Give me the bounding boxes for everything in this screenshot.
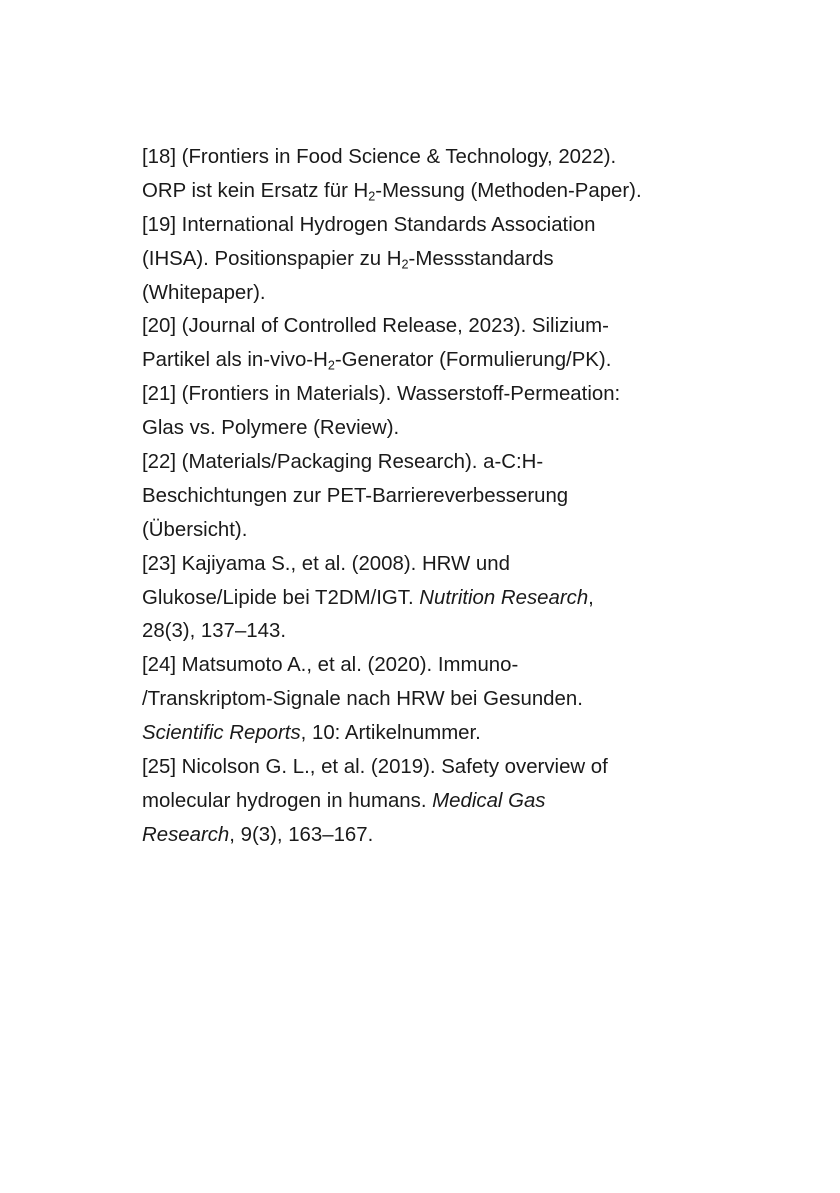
ref-18 <box>142 141 742 209</box>
reference-line <box>142 751 742 785</box>
reference-line <box>142 480 742 514</box>
ref-25 <box>142 751 742 853</box>
reference-text: Glas vs. Polymere (Review). <box>142 417 400 440</box>
subscript: 2 <box>327 358 335 373</box>
reference-text: -Generator (Formulierung/PK). <box>334 349 612 372</box>
reference-text: [22] (Materials/Packaging Research). a-C:H- <box>142 451 544 474</box>
journal-title: Research <box>142 823 230 846</box>
reference-line <box>142 514 742 548</box>
journal-title: Medical Gas <box>432 789 546 812</box>
subscript: 2 <box>368 189 376 204</box>
reference-line <box>142 649 742 683</box>
ref-21 <box>142 378 742 446</box>
reference-line <box>142 378 742 412</box>
reference-line <box>142 277 742 311</box>
reference-text: -Messung (Methoden-Paper). <box>375 179 642 202</box>
reference-line <box>142 548 742 582</box>
reference-text: 28(3), 137–143. <box>142 620 286 643</box>
reference-text: ORP ist kein Ersatz für H <box>142 179 369 202</box>
reference-text: [25] Nicolson G. L., et al. (2019). Safety overview of <box>142 756 608 779</box>
reference-text: Glukose/Lipide bei T2DM/IGT. <box>142 586 420 609</box>
journal-title: Nutrition Research <box>419 586 589 609</box>
reference-text: [20] (Journal of Controlled Release, 2023). Silizium- <box>142 315 609 338</box>
reference-text: /Transkriptom-Signale nach HRW bei Gesunden. <box>142 688 583 711</box>
reference-text: , <box>588 586 594 609</box>
ref-23 <box>142 548 742 650</box>
reference-line <box>142 785 742 819</box>
reference-line <box>142 683 742 717</box>
journal-title: Scientific Reports <box>142 722 301 745</box>
reference-line <box>142 819 742 853</box>
reference-text: -Messstandards <box>408 247 554 270</box>
reference-line <box>142 243 742 277</box>
reference-text: [23] Kajiyama S., et al. (2008). HRW und <box>142 552 510 575</box>
reference-text: (Whitepaper). <box>142 281 266 304</box>
reference-line <box>142 209 742 243</box>
reference-text: , 10: Artikelnummer. <box>300 722 481 745</box>
reference-text: molecular hydrogen in humans. <box>142 789 433 812</box>
reference-text: Beschichtungen zur PET-Barriereverbesserung <box>142 484 569 507</box>
ref-24 <box>142 649 742 751</box>
reference-line <box>142 344 742 378</box>
reference-text: [19] International Hydrogen Standards Association <box>142 213 596 236</box>
reference-text: Partikel als in-vivo-H <box>142 349 328 372</box>
reference-line <box>142 141 742 175</box>
ref-22 <box>142 446 742 548</box>
reference-text: [21] (Frontiers in Materials). Wasserstoff-Permeation: <box>142 383 621 406</box>
reference-line <box>142 717 742 751</box>
subscript: 2 <box>401 257 409 272</box>
reference-line <box>142 446 742 480</box>
reference-text: (IHSA). Positionspapier zu H <box>142 247 402 270</box>
reference-list <box>142 141 742 853</box>
reference-line <box>142 615 742 649</box>
reference-text: , 9(3), 163–167. <box>229 823 374 846</box>
reference-line <box>142 412 742 446</box>
reference-text: [18] (Frontiers in Food Science & Technology, 2022). <box>142 146 617 168</box>
reference-line <box>142 175 742 209</box>
reference-text: [24] Matsumoto A., et al. (2020). Immuno- <box>142 654 519 677</box>
ref-20 <box>142 310 742 378</box>
reference-text: (Übersicht). <box>142 518 248 541</box>
reference-line <box>142 582 742 616</box>
ref-19 <box>142 209 742 311</box>
reference-line <box>142 310 742 344</box>
